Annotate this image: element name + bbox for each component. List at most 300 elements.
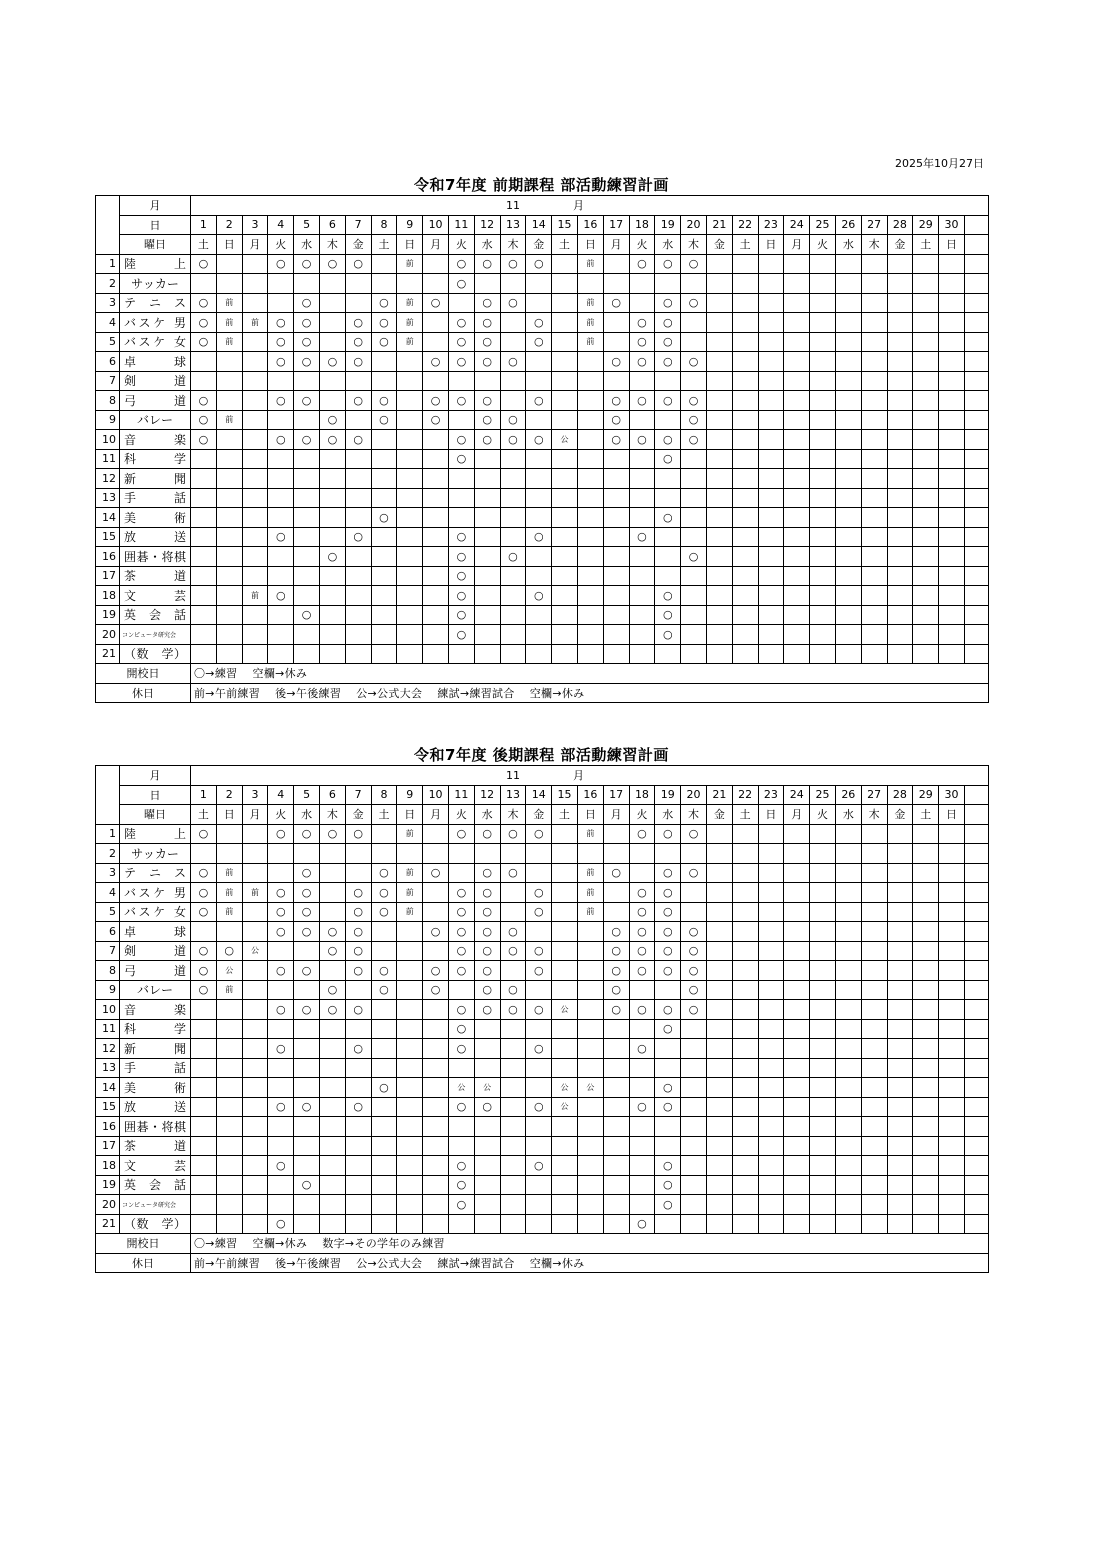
schedule-cell	[500, 469, 526, 489]
schedule-cell	[835, 449, 861, 469]
schedule-cell	[706, 352, 732, 372]
schedule-cell	[810, 824, 836, 844]
schedule-cell	[552, 449, 578, 469]
schedule-cell: ○	[629, 430, 655, 450]
schedule-cell	[784, 547, 810, 567]
schedule-cell	[294, 1078, 320, 1098]
weekday-cell: 木	[319, 235, 345, 255]
weekday-cell: 火	[268, 235, 294, 255]
schedule-cell: 前	[577, 254, 603, 274]
schedule-cell: ○	[655, 1175, 681, 1195]
schedule-cell	[913, 902, 939, 922]
schedule-cell	[216, 430, 242, 450]
schedule-cell	[939, 1097, 965, 1117]
schedule-cell	[191, 527, 217, 547]
schedule-cell	[887, 313, 913, 333]
schedule-cell	[861, 586, 887, 606]
schedule-cell: 公	[448, 1078, 474, 1098]
schedule-cell	[629, 1019, 655, 1039]
schedule-cell	[810, 625, 836, 645]
schedule-cell	[242, 1000, 268, 1020]
schedule-cell	[474, 488, 500, 508]
schedule-cell: ○	[191, 410, 217, 430]
extra-cell	[964, 469, 988, 489]
club-row	[96, 961, 989, 981]
club-name: 剣 道	[120, 371, 191, 391]
schedule-cell	[191, 1058, 217, 1078]
open-day-legend: 〇→練習 空欄→休み 数字→その学年のみ練習	[191, 1234, 989, 1254]
schedule-cell	[732, 1175, 758, 1195]
schedule-cell	[810, 430, 836, 450]
schedule-cell	[758, 1039, 784, 1059]
schedule-cell	[319, 527, 345, 547]
schedule-cell	[371, 844, 397, 864]
schedule-cell	[603, 1019, 629, 1039]
schedule-cell	[861, 883, 887, 903]
schedule-cell	[319, 902, 345, 922]
schedule-cell	[371, 469, 397, 489]
schedule-cell	[681, 449, 707, 469]
schedule-cell	[861, 980, 887, 1000]
weekday-cell: 水	[835, 805, 861, 825]
schedule-cell: ○	[294, 1175, 320, 1195]
schedule-cell: ○	[294, 254, 320, 274]
schedule-cell	[294, 371, 320, 391]
day-number: 4	[268, 215, 294, 235]
schedule-cell: ○	[655, 883, 681, 903]
weekday-cell: 金	[706, 235, 732, 255]
schedule-cell	[861, 1136, 887, 1156]
row-number: 5	[96, 902, 120, 922]
schedule-cell	[191, 547, 217, 567]
schedule-cell	[526, 980, 552, 1000]
schedule-cell: ○	[526, 254, 552, 274]
schedule-cell	[526, 1058, 552, 1078]
club-row	[96, 274, 989, 294]
row-number: 13	[96, 1058, 120, 1078]
schedule-cell	[268, 941, 294, 961]
schedule-cell	[577, 961, 603, 981]
club-row	[96, 488, 989, 508]
schedule-cell	[294, 566, 320, 586]
schedule-cell	[603, 586, 629, 606]
schedule-cell	[474, 508, 500, 528]
day-number: 27	[861, 215, 887, 235]
schedule-cell	[371, 371, 397, 391]
schedule-cell	[371, 430, 397, 450]
schedule-cell	[500, 644, 526, 664]
schedule-cell	[552, 863, 578, 883]
schedule-cell	[526, 863, 552, 883]
schedule-cell: ○	[345, 1000, 371, 1020]
schedule-cell	[887, 1136, 913, 1156]
schedule-cell	[500, 1039, 526, 1059]
schedule-cell	[371, 1097, 397, 1117]
schedule-cell	[861, 508, 887, 528]
schedule-cell	[423, 1078, 449, 1098]
schedule-cell	[861, 313, 887, 333]
schedule-cell	[732, 1156, 758, 1176]
schedule-cell: ○	[191, 863, 217, 883]
schedule-cell	[629, 566, 655, 586]
schedule-cell	[655, 1039, 681, 1059]
schedule-cell: ○	[526, 527, 552, 547]
schedule-cell	[913, 1078, 939, 1098]
schedule-cell	[732, 980, 758, 1000]
club-name: 新 聞	[120, 469, 191, 489]
row-number: 19	[96, 605, 120, 625]
schedule-cell: ○	[526, 961, 552, 981]
schedule-cell	[939, 313, 965, 333]
schedule-cell	[294, 274, 320, 294]
schedule-cell	[706, 1000, 732, 1020]
schedule-cell	[913, 332, 939, 352]
schedule-cell	[758, 586, 784, 606]
schedule-cell	[526, 1195, 552, 1215]
schedule-cell	[397, 391, 423, 411]
schedule-cell: ○	[474, 824, 500, 844]
schedule-cell	[397, 274, 423, 294]
schedule-cell: ○	[474, 863, 500, 883]
schedule-cell	[861, 1078, 887, 1098]
schedule-cell	[577, 1214, 603, 1234]
schedule-cell	[526, 449, 552, 469]
weekday-cell: 月	[242, 805, 268, 825]
schedule-cell	[629, 1117, 655, 1137]
schedule-cell	[655, 547, 681, 567]
schedule-cell	[784, 391, 810, 411]
schedule-cell	[474, 1136, 500, 1156]
club-row	[96, 566, 989, 586]
schedule-cell: 前	[397, 824, 423, 844]
schedule-cell	[784, 1039, 810, 1059]
schedule-cell	[939, 1000, 965, 1020]
row-number: 11	[96, 449, 120, 469]
schedule-cell	[474, 1175, 500, 1195]
schedule-cell	[758, 844, 784, 864]
schedule-cell	[577, 1058, 603, 1078]
row-number: 1	[96, 254, 120, 274]
schedule-cell	[397, 1156, 423, 1176]
schedule-cell	[913, 410, 939, 430]
schedule-cell	[577, 430, 603, 450]
extra-cell	[964, 980, 988, 1000]
schedule-cell	[371, 1058, 397, 1078]
schedule-cell	[835, 1078, 861, 1098]
day-number: 19	[655, 215, 681, 235]
day-number: 2	[216, 215, 242, 235]
schedule-cell: ○	[345, 1097, 371, 1117]
schedule-cell	[216, 1136, 242, 1156]
schedule-cell	[835, 586, 861, 606]
schedule-cell	[810, 352, 836, 372]
schedule-cell	[603, 449, 629, 469]
schedule-cell	[629, 410, 655, 430]
schedule-cell: ○	[603, 391, 629, 411]
schedule-cell	[810, 1039, 836, 1059]
schedule-cell	[526, 922, 552, 942]
schedule-cell: 前	[397, 863, 423, 883]
schedule-cell	[397, 1097, 423, 1117]
schedule-cell	[577, 508, 603, 528]
club-name: 卓 球	[120, 922, 191, 942]
schedule-cell	[784, 1156, 810, 1176]
weekday-cell: 月	[603, 235, 629, 255]
schedule-cell: ○	[500, 293, 526, 313]
day-number: 18	[629, 215, 655, 235]
schedule-cell	[191, 488, 217, 508]
schedule-cell	[861, 941, 887, 961]
schedule-cell	[861, 844, 887, 864]
day-number: 7	[345, 785, 371, 805]
schedule-cell	[887, 1117, 913, 1137]
schedule-cell	[371, 625, 397, 645]
schedule-cell	[242, 508, 268, 528]
schedule-cell: ○	[268, 961, 294, 981]
schedule-cell: ○	[681, 922, 707, 942]
schedule-cell: ○	[371, 980, 397, 1000]
schedule-cell: ○	[681, 1000, 707, 1020]
schedule-cell	[345, 1136, 371, 1156]
schedule-cell	[577, 980, 603, 1000]
schedule-cell	[681, 1019, 707, 1039]
schedule-cell	[810, 1175, 836, 1195]
schedule-cell	[706, 1058, 732, 1078]
schedule-cell: ○	[319, 547, 345, 567]
schedule-cell	[216, 1019, 242, 1039]
schedule-cell	[887, 391, 913, 411]
schedule-cell	[603, 1058, 629, 1078]
schedule-cell	[939, 547, 965, 567]
club-name: バスケ 男	[120, 883, 191, 903]
row-number: 6	[96, 352, 120, 372]
schedule-cell: 前	[216, 313, 242, 333]
schedule-cell	[784, 980, 810, 1000]
schedule-cell	[526, 1175, 552, 1195]
schedule-cell	[913, 566, 939, 586]
day-number: 10	[423, 215, 449, 235]
schedule-cell: ○	[655, 313, 681, 333]
schedule-cell	[861, 902, 887, 922]
schedule-cell	[758, 1156, 784, 1176]
schedule-cell	[242, 566, 268, 586]
club-row	[96, 1214, 989, 1234]
schedule-cell	[500, 1019, 526, 1039]
schedule-cell	[423, 625, 449, 645]
schedule-cell	[939, 254, 965, 274]
schedule-cell	[448, 410, 474, 430]
schedule-cell	[191, 1214, 217, 1234]
schedule-cell: ○	[526, 902, 552, 922]
schedule-cell: ○	[268, 1156, 294, 1176]
schedule-cell	[242, 1156, 268, 1176]
schedule-cell	[268, 508, 294, 528]
schedule-cell	[371, 566, 397, 586]
schedule-cell	[681, 527, 707, 547]
schedule-cell	[423, 1175, 449, 1195]
schedule-cell	[294, 1117, 320, 1137]
schedule-cell	[939, 605, 965, 625]
schedule-cell	[706, 430, 732, 450]
schedule-cell: ○	[448, 586, 474, 606]
row-number: 18	[96, 1156, 120, 1176]
schedule-cell	[448, 293, 474, 313]
schedule-cell	[552, 469, 578, 489]
schedule-cell	[887, 332, 913, 352]
schedule-cell	[397, 1214, 423, 1234]
schedule-cell	[887, 488, 913, 508]
club-name: 文 芸	[120, 1156, 191, 1176]
club-name: バスケ 女	[120, 902, 191, 922]
schedule-cell: ○	[268, 527, 294, 547]
schedule-cell	[706, 1097, 732, 1117]
row-number: 10	[96, 1000, 120, 1020]
schedule-cell	[397, 469, 423, 489]
schedule-cell	[319, 1195, 345, 1215]
holiday-legend: 前→午前練習 後→午後練習 公→公式大会 練試→練習試合 空欄→休み	[191, 1253, 989, 1273]
schedule-cell: ○	[655, 391, 681, 411]
row-number: 7	[96, 941, 120, 961]
holiday-label: 休日	[96, 1253, 191, 1273]
schedule-cell	[552, 410, 578, 430]
schedule-cell	[835, 508, 861, 528]
schedule-cell	[216, 1175, 242, 1195]
schedule-cell	[526, 488, 552, 508]
schedule-cell	[861, 449, 887, 469]
schedule-cell: ○	[448, 352, 474, 372]
schedule-cell	[939, 902, 965, 922]
schedule-cell	[706, 254, 732, 274]
row-number: 16	[96, 1117, 120, 1137]
schedule-cell: ○	[371, 391, 397, 411]
schedule-cell: ○	[603, 941, 629, 961]
row-number: 1	[96, 824, 120, 844]
schedule-cell	[835, 488, 861, 508]
schedule-cell	[552, 1175, 578, 1195]
extra-cell	[964, 371, 988, 391]
schedule-cell	[474, 469, 500, 489]
schedule-cell	[500, 625, 526, 645]
schedule-cell	[939, 1078, 965, 1098]
schedule-cell	[268, 1175, 294, 1195]
schedule-cell	[706, 1019, 732, 1039]
schedule-cell	[474, 566, 500, 586]
row-number: 17	[96, 566, 120, 586]
schedule-cell	[552, 586, 578, 606]
schedule-cell	[345, 1156, 371, 1176]
schedule-cell	[939, 430, 965, 450]
schedule-cell	[577, 274, 603, 294]
schedule-cell	[784, 332, 810, 352]
schedule-cell: ○	[500, 352, 526, 372]
schedule-cell: ○	[294, 883, 320, 903]
schedule-cell	[191, 508, 217, 528]
schedule-cell: ○	[371, 410, 397, 430]
extra-cell	[964, 547, 988, 567]
schedule-cell	[552, 902, 578, 922]
schedule-cell: ○	[603, 293, 629, 313]
schedule-cell	[552, 1214, 578, 1234]
schedule-cell	[500, 1117, 526, 1137]
schedule-cell	[216, 547, 242, 567]
club-name: 音 楽	[120, 1000, 191, 1020]
schedule-cell	[216, 391, 242, 411]
schedule-cell	[345, 1117, 371, 1137]
schedule-cell: ○	[371, 313, 397, 333]
schedule-cell	[397, 1175, 423, 1195]
schedule-cell	[268, 1117, 294, 1137]
row-number: 2	[96, 274, 120, 294]
schedule-cell: ○	[448, 332, 474, 352]
schedule-cell	[835, 605, 861, 625]
schedule-cell: ○	[474, 1000, 500, 1020]
day-number: 11	[448, 785, 474, 805]
schedule-cell	[577, 1195, 603, 1215]
schedule-cell	[552, 274, 578, 294]
club-row	[96, 824, 989, 844]
schedule-cell	[603, 547, 629, 567]
schedule-cell	[629, 1175, 655, 1195]
schedule-cell	[887, 527, 913, 547]
extra-cell	[964, 410, 988, 430]
schedule-cell	[552, 1058, 578, 1078]
club-row	[96, 352, 989, 372]
schedule-cell	[706, 844, 732, 864]
schedule-cell	[603, 1097, 629, 1117]
schedule-cell: ○	[629, 824, 655, 844]
schedule-cell	[784, 527, 810, 547]
schedule-cell	[939, 352, 965, 372]
extra-cell	[964, 1195, 988, 1215]
schedule-cell	[371, 1117, 397, 1137]
schedule-cell	[603, 625, 629, 645]
schedule-cell	[242, 1214, 268, 1234]
club-name: （数 学）	[120, 1214, 191, 1234]
schedule-cell	[577, 352, 603, 372]
schedule-cell	[706, 313, 732, 333]
day-row	[96, 785, 989, 805]
schedule-cell: ○	[474, 254, 500, 274]
schedule-cell	[577, 644, 603, 664]
schedule-cell	[319, 1039, 345, 1059]
schedule-cell	[706, 1039, 732, 1059]
schedule-cell	[758, 332, 784, 352]
schedule-cell: ○	[448, 1156, 474, 1176]
schedule-cell	[629, 1195, 655, 1215]
row-number: 18	[96, 586, 120, 606]
schedule-cell	[345, 547, 371, 567]
schedule-cell	[835, 430, 861, 450]
schedule-cell	[448, 469, 474, 489]
schedule-cell	[268, 625, 294, 645]
schedule-cell	[319, 1136, 345, 1156]
schedule-cell	[397, 1136, 423, 1156]
schedule-cell	[371, 449, 397, 469]
schedule-cell: ○	[448, 961, 474, 981]
extra-cell	[964, 902, 988, 922]
schedule-cell	[784, 922, 810, 942]
schedule-cell	[397, 644, 423, 664]
schedule-cell: ○	[423, 863, 449, 883]
schedule-cell	[397, 430, 423, 450]
schedule-cell	[835, 1000, 861, 1020]
schedule-cell: ○	[500, 922, 526, 942]
schedule-cell	[268, 1195, 294, 1215]
day-number: 27	[861, 785, 887, 805]
schedule-cell: ○	[191, 902, 217, 922]
schedule-cell	[810, 1097, 836, 1117]
schedule-cell	[655, 1136, 681, 1156]
